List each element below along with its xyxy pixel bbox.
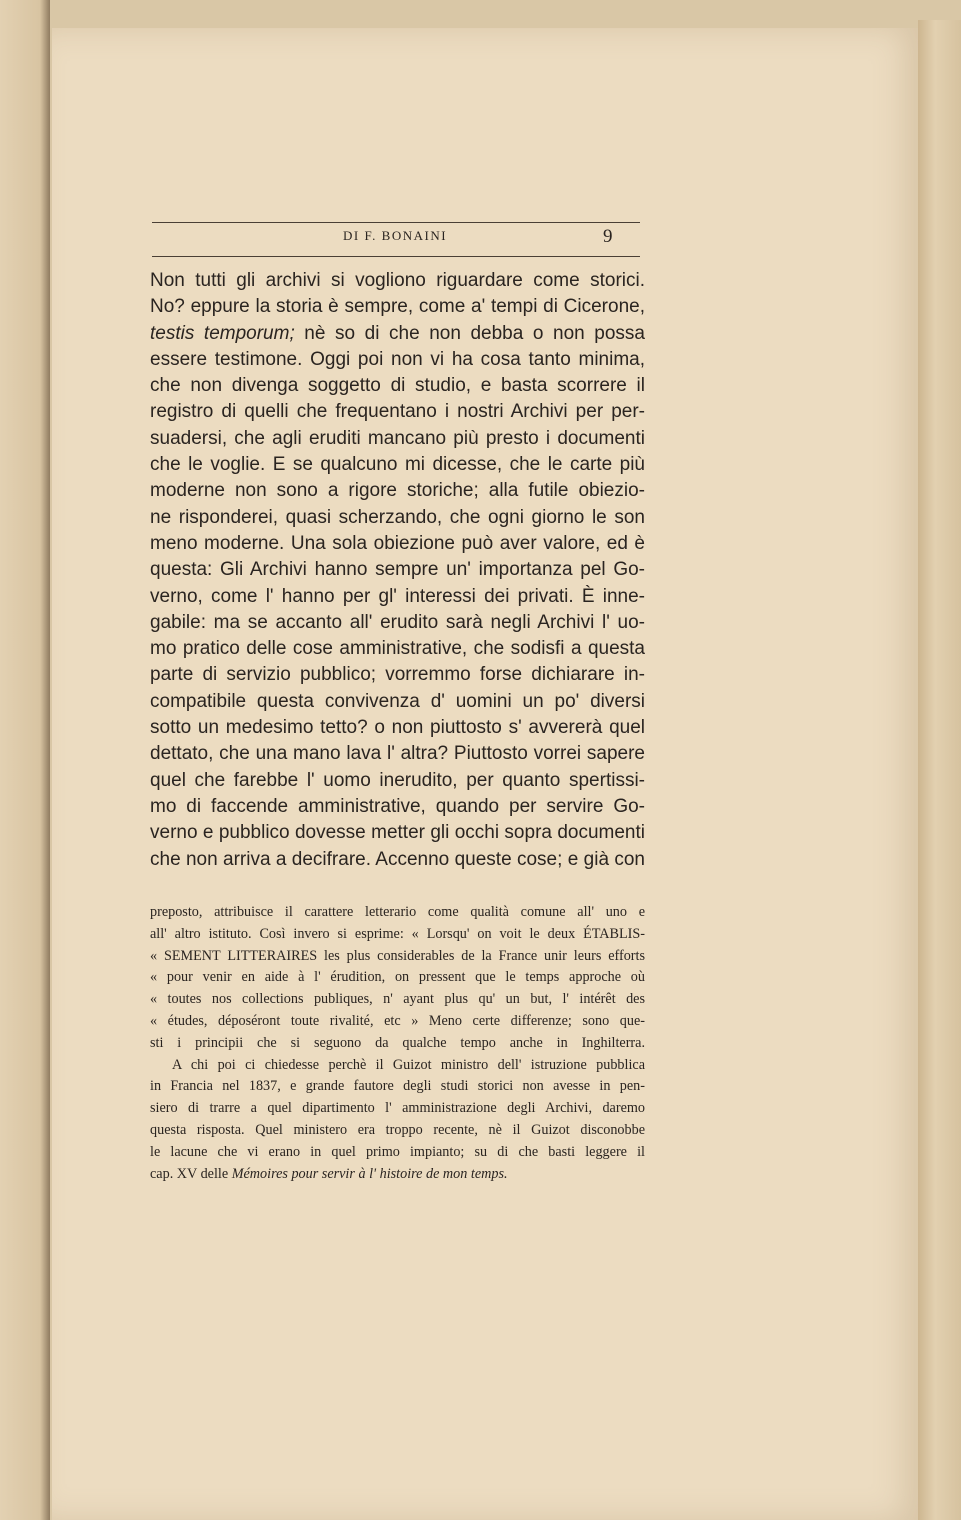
text-line: che le voglie. E se qualcuno mi dicesse, che le carte più [150, 454, 645, 476]
text-line: parte di servizio pubblico; vorremmo forse dichiarare in- [150, 664, 645, 686]
text-line: gabile: ma se accanto all' erudito sarà negli Archivi l' uo- [150, 611, 645, 633]
text-line: sotto un medesimo tetto? o non piuttosto s' avvererà quel [150, 717, 645, 739]
text-span: cap. XV delle [150, 1165, 229, 1182]
footnote-line: questa risposta. Quel ministero era troppo recente, nè il Guizot disconobbe [150, 1121, 645, 1138]
header-rule-bottom [152, 256, 640, 257]
text-line: suadersi, che agli eruditi mancano più presto i documenti [150, 427, 645, 449]
footnote-line: preposto, attribuisce il carattere letterario come qualità comune all' uno e [150, 904, 645, 920]
italic-phrase: testis temporum; [150, 322, 295, 344]
text-line: verno, come l' hanno per gl' interessi dei privati. È inne- [150, 585, 645, 607]
text-line: Non tutti gli archivi si vogliono riguardare come storici. [150, 270, 645, 291]
footnote-line: A chi poi ci chiedesse perchè il Guizot ministro dell' istruzione pubblica [172, 1056, 645, 1073]
main-text [150, 268, 645, 873]
text-line: che non divenga soggetto di studio, e basta scorrere il [150, 375, 645, 397]
footnote-line: all' altro istituto. Così invero si esprime: « Lorsqu' on voit le deux ÉTABLIS- [150, 925, 645, 942]
footnote-text [150, 902, 645, 1185]
footnote-line: « pour venir en aide à l' érudition, on pressent que le temps approche où [150, 969, 645, 986]
text-line: verno e pubblico dovesse metter gli occhi sopra documenti [150, 822, 645, 844]
text-line: mo di faccende amministrative, quando per servire Go- [150, 795, 645, 817]
running-title: DI F. BONAINI [343, 228, 448, 243]
footnote-line: siero di trarre a quel dipartimento l' amministrazione degli Archivi, daremo [150, 1100, 645, 1117]
text-span: nè so di che non debba o non possa [294, 322, 645, 344]
page-number: 9 [603, 226, 613, 247]
text-line: ne risponderei, quasi scherzando, che ogni giorno le son [150, 506, 645, 528]
text-line: No? eppure la storia è sempre, come a' tempi di Cicerone, [150, 296, 645, 318]
footnote-line: le lacune che vi erano in quel primo impianto; su di che basti leggere il [150, 1143, 645, 1160]
footnote-line: in Francia nel 1837, e grande fautore degli studi storici non avesse in pen- [150, 1078, 645, 1095]
text-line: registro di quelli che frequentano i nostri Archivi per per- [150, 401, 645, 423]
footnote-line: sti i principii che si seguono da qualche tempo anche in Inghilterra. [150, 1034, 645, 1051]
text-line [150, 321, 645, 347]
footnote-line: « études, déposéront toute rivalité, etc » Meno certe differenze; sono que- [150, 1012, 645, 1029]
facing-page-edge [0, 0, 50, 1520]
page-edge-right [918, 20, 961, 1520]
footnote-line: « toutes nos collections publiques, n' ayant plus qu' un but, l' intérêt des [150, 991, 645, 1008]
footnote-line: « SEMENT LITTERAIRES les plus considerables de la France unir leurs efforts [150, 947, 645, 964]
text-line: che non arriva a decifrare. Accenno queste cose; e già con [150, 848, 645, 870]
text-line: moderne non sono a rigore storiche; alla futile obiezio- [150, 480, 645, 502]
text-line: dettato, che una mano lava l' altra? Piuttosto vorrei sapere [150, 743, 645, 765]
text-line: questa: Gli Archivi hanno sempre un' importanza pel Go- [150, 559, 645, 581]
header-rule-top [152, 222, 640, 223]
text-line: compatibile questa convivenza d' uomini un po' diversi [150, 690, 645, 712]
text-line: mo pratico delle cose amministrative, che sodisfi a questa [150, 638, 645, 660]
text-line: meno moderne. Una sola obiezione può aver valore, ed è [150, 532, 645, 554]
footnote-line [150, 1164, 645, 1186]
text-line: essere testimone. Oggi poi non vi ha cosa tanto minima, [150, 348, 645, 370]
text-line: quel che farebbe l' uomo inerudito, per quanto spertissi- [150, 769, 645, 791]
italic-title: Mémoires pour servir à l' histoire de mon temps. [231, 1165, 508, 1182]
